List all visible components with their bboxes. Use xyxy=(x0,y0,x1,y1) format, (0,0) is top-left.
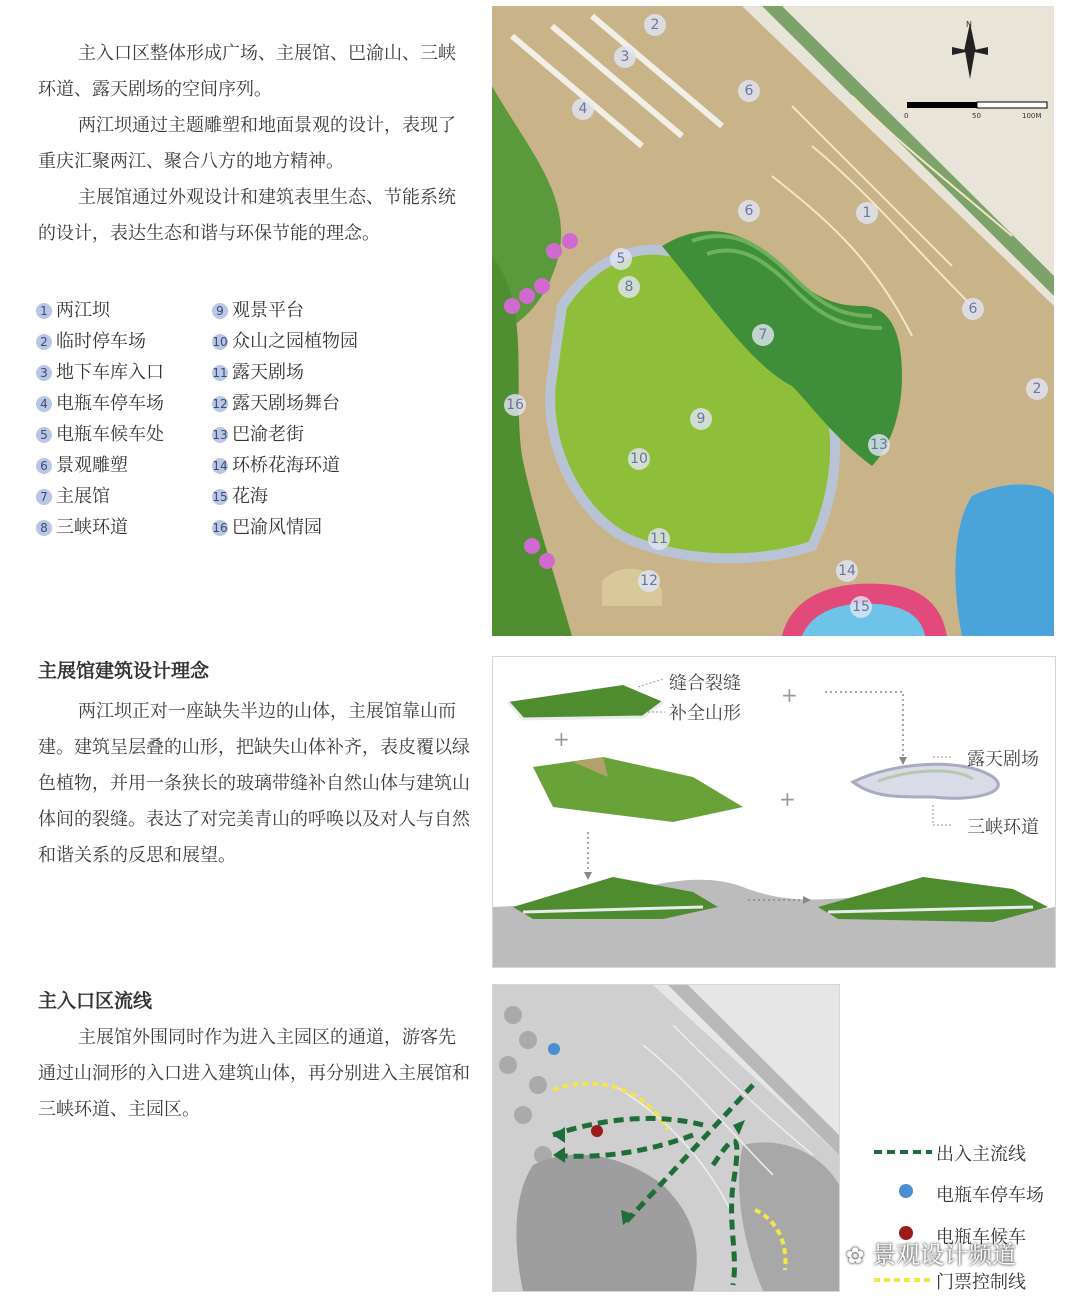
legend-item xyxy=(36,512,164,543)
north-label: N xyxy=(966,20,972,29)
plan-marker: 2 xyxy=(1026,378,1048,400)
label-stitch-crack: 缝合裂缝 xyxy=(669,673,741,694)
legend-main-flow: 出入主流线 xyxy=(936,1144,1026,1165)
plan-marker: 8 xyxy=(618,276,640,298)
legend-label: 巴渝老街 xyxy=(232,424,304,445)
legend-number-badge: 4 xyxy=(36,396,52,412)
intro-paragraph-3: 主展馆通过外观设计和建筑表里生态、节能系统的设计，表达生态和谐与环保节能的理念。 xyxy=(38,187,456,244)
section3-paragraph: 主展馆外围同时作为进入主园区的通道，游客先通过山洞形的入口进入建筑山体，再分别进入主展馆和三峡环道、主园区。 xyxy=(38,1027,470,1120)
legend-item xyxy=(212,357,358,388)
legend-ebike-stop: 电瓶车候车 xyxy=(936,1227,1026,1248)
plan-marker: 15 xyxy=(850,596,872,618)
legend-right xyxy=(212,295,358,543)
legend-ebike-parking: 电瓶车停车场 xyxy=(936,1185,1044,1206)
scale-label-0: 0 xyxy=(904,112,909,120)
legend-label: 露天剧场舞台 xyxy=(232,393,340,414)
plan-marker: 5 xyxy=(610,248,632,270)
concept-diagram xyxy=(492,656,1056,968)
concept-diagram-graphic xyxy=(493,657,1055,967)
ebike-parking-dot xyxy=(548,1043,560,1055)
legend-item xyxy=(36,326,164,357)
legend-item xyxy=(212,388,358,419)
legend-number-badge: 6 xyxy=(36,458,52,474)
section3-heading: 主入口区流线 xyxy=(38,990,153,1012)
legend-label: 景观雕塑 xyxy=(56,455,128,476)
legend-number-badge: 2 xyxy=(36,334,52,350)
legend-left xyxy=(36,295,164,543)
section2-heading: 主展馆建筑设计理念 xyxy=(38,660,210,682)
plan-marker: 6 xyxy=(738,80,760,102)
plan-marker: 12 xyxy=(638,570,660,592)
legend-number-badge: 5 xyxy=(36,427,52,443)
watermark-text: 景观设计频道 xyxy=(872,1241,1017,1269)
legend-label: 巴渝风情园 xyxy=(232,517,322,538)
legend-item xyxy=(36,388,164,419)
plan-marker: 11 xyxy=(648,528,670,550)
legend-number-badge: 8 xyxy=(36,520,52,536)
legend-label: 花海 xyxy=(232,486,268,507)
legend-label: 众山之园植物园 xyxy=(232,331,358,352)
plan-marker: 14 xyxy=(836,560,858,582)
plan-marker: 7 xyxy=(752,324,774,346)
plan-marker: 4 xyxy=(572,98,594,120)
plus-sign-1: + xyxy=(781,683,798,707)
plus-sign-3: + xyxy=(779,787,796,811)
legend-item xyxy=(212,326,358,357)
plan-marker: 13 xyxy=(868,434,890,456)
legend-label: 露天剧场 xyxy=(232,362,304,383)
section2-paragraph: 两江坝正对一座缺失半边的山体，主展馆靠山而建。建筑呈层叠的山形，把缺失山体补齐，表皮覆以绿色植物，并用一条狭长的玻璃带缝补自然山体与建筑山体间的裂缝。表达了对完美青山的呼唤以及对人与自然和谐关系的反思和展望。 xyxy=(38,701,470,866)
ebike-stop-dot xyxy=(591,1125,603,1137)
legend-item xyxy=(212,512,358,543)
plan-marker: 6 xyxy=(738,200,760,222)
legend-label: 电瓶车候车处 xyxy=(56,424,164,445)
plus-sign-2: + xyxy=(553,727,570,751)
legend-item xyxy=(212,295,358,326)
scale-label-50: 50 xyxy=(972,112,981,120)
label-complete-mountain: 补全山形 xyxy=(669,703,741,724)
legend-number-badge: 11 xyxy=(212,365,228,380)
plan-marker: 10 xyxy=(628,448,650,470)
section3-text xyxy=(38,1020,470,1128)
intro-paragraph-1: 主入口区整体形成广场、主展馆、巴渝山、三峡环道、露天剧场的空间序列。 xyxy=(38,43,456,100)
legend-item xyxy=(36,357,164,388)
legend-label: 地下车库入口 xyxy=(56,362,164,383)
circulation-map-graphic xyxy=(493,985,839,1291)
intro-paragraph-2: 两江坝通过主题雕塑和地面景观的设计，表现了重庆汇聚两江、聚合八方的地方精神。 xyxy=(38,115,456,172)
legend-number-badge: 10 xyxy=(212,334,228,349)
plan-marker: 6 xyxy=(962,298,984,320)
legend-item xyxy=(36,481,164,512)
site-plan xyxy=(492,6,1054,636)
plan-marker: 1 xyxy=(856,202,878,224)
plan-marker: 9 xyxy=(690,408,712,430)
legend-ticket-line: 门票控制线 xyxy=(936,1272,1026,1293)
legend-number-badge: 12 xyxy=(212,396,228,411)
legend-number-badge: 16 xyxy=(212,520,228,535)
legend-label: 电瓶车停车场 xyxy=(56,393,164,414)
legend-label: 主展馆 xyxy=(56,486,110,507)
legend-label: 临时停车场 xyxy=(56,331,146,352)
plan-marker: 16 xyxy=(504,394,526,416)
legend-label: 观景平台 xyxy=(232,300,304,321)
label-canyon-loop: 三峡环道 xyxy=(967,817,1039,838)
legend-number-badge: 1 xyxy=(36,303,52,319)
legend-label: 三峡环道 xyxy=(56,517,128,538)
legend-item xyxy=(212,419,358,450)
legend-item xyxy=(36,450,164,481)
legend-item xyxy=(212,450,358,481)
watermark xyxy=(846,1235,1016,1270)
legend-number-badge: 3 xyxy=(36,365,52,381)
legend-number-badge: 14 xyxy=(212,458,228,473)
legend-label: 两江坝 xyxy=(56,300,110,321)
legend-number-badge: 13 xyxy=(212,427,228,442)
legend-number-badge: 15 xyxy=(212,489,228,504)
legend-item xyxy=(36,295,164,326)
label-open-theatre: 露天剧场 xyxy=(967,749,1039,770)
legend-item xyxy=(36,419,164,450)
legend-label: 环桥花海环道 xyxy=(232,455,340,476)
legend-item xyxy=(212,481,358,512)
plan-marker: 3 xyxy=(614,46,636,68)
scale-label-100: 100M xyxy=(1022,112,1042,120)
intro-text xyxy=(38,36,470,252)
wechat-icon: ✿ xyxy=(846,1244,865,1269)
legend-number-badge: 7 xyxy=(36,489,52,505)
section2-text xyxy=(38,694,470,874)
plan-marker: 2 xyxy=(644,14,666,36)
legend-number-badge: 9 xyxy=(212,303,228,319)
circulation-map xyxy=(492,984,840,1292)
